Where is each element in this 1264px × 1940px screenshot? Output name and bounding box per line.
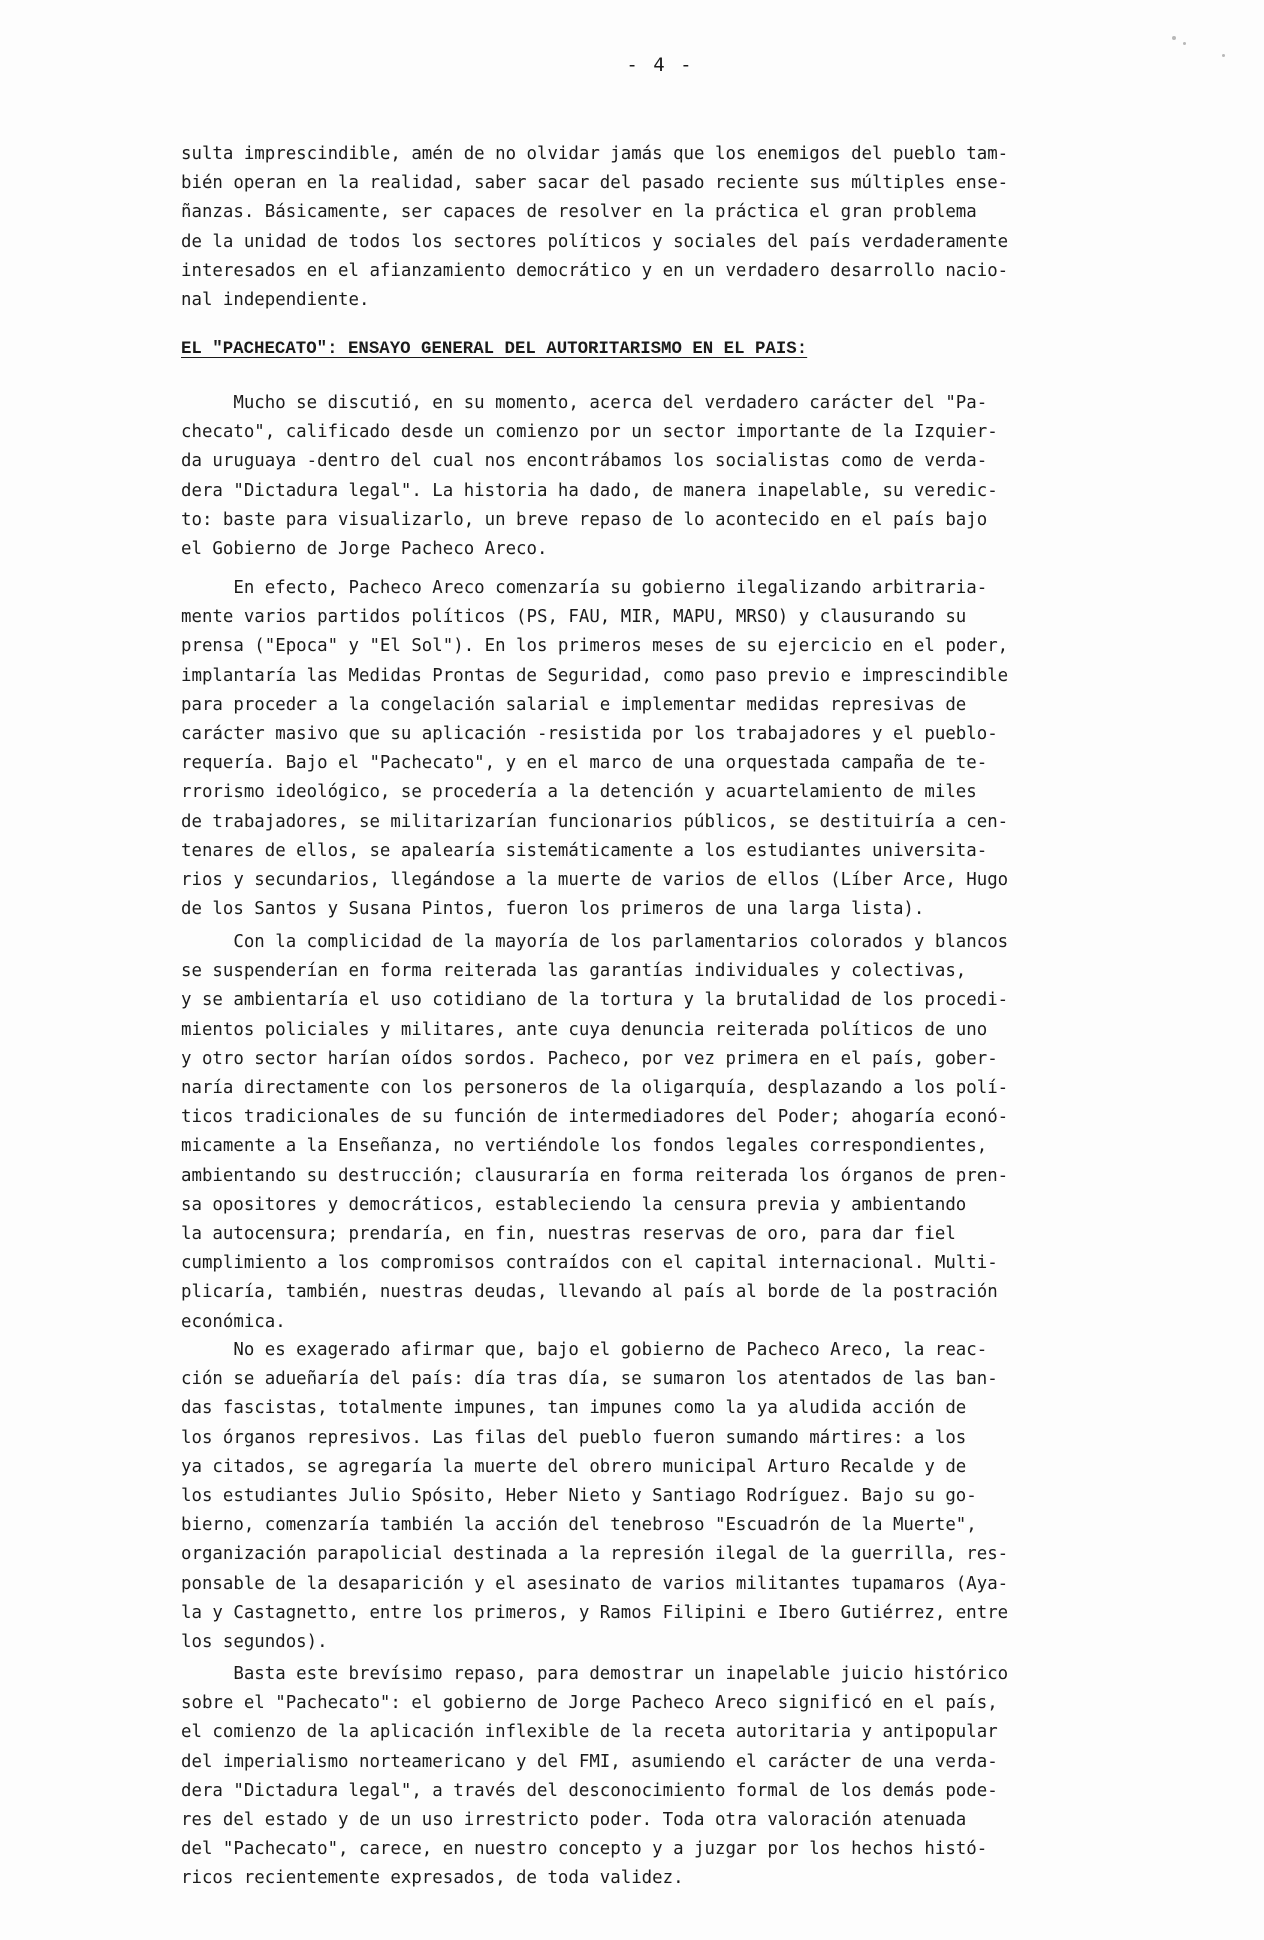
paragraph-line: bierno, comenzaría también la acción del tenebroso "Escuadrón de la Muerte", xyxy=(181,1515,977,1536)
paragraph-line: to: baste para visualizarlo, un breve repaso de lo acontecido en el país bajo xyxy=(181,509,988,530)
scan-speck xyxy=(1183,42,1186,45)
scan-speck xyxy=(1172,36,1176,40)
paragraph-line: del "Pachecato", carece, en nuestro concepto y a juzgar por los hechos histó- xyxy=(181,1839,988,1860)
paragraph-line: En efecto, Pacheco Areco comenzaría su gobierno ilegalizando arbitraria- xyxy=(181,578,988,598)
paragraph-line: naría directamente con los personeros de la oligarquía, desplazando a los polí- xyxy=(181,1078,1009,1099)
paragraph-line: micamente a la Enseñanza, no vertiéndole los fondos legales correspondientes, xyxy=(181,1136,988,1157)
paragraph-line: el comienzo de la aplicación inflexible de la receta autoritaria y antipopular xyxy=(181,1722,998,1743)
paragraph-line: y se ambientaría el uso cotidiano de la tortura y la brutalidad de los procedi- xyxy=(181,990,1009,1011)
paragraph-line: nal independiente. xyxy=(181,290,370,311)
paragraph-line: Con la complicidad de la mayoría de los parlamentarios colorados y blancos xyxy=(181,932,1009,952)
paragraph-line: y otro sector harían oídos sordos. Pacheco, por vez primera en el país, gober- xyxy=(181,1048,998,1069)
paragraph-line: ambientando su destrucción; clausuraría en forma reiterada los órganos de pren- xyxy=(181,1165,1009,1186)
paragraph-line: Basta este brevísimo repaso, para demostrar un inapelable juicio histórico xyxy=(181,1664,1009,1684)
paragraph-line: da uruguaya -dentro del cual nos encontrábamos los socialistas como de verda- xyxy=(181,451,988,472)
paragraph-line: de trabajadores, se militarizarían funcionarios públicos, se destituiría a cen- xyxy=(181,811,1009,832)
paragraph-line: organización parapolicial destinada a la represión ilegal de la guerrilla, res- xyxy=(181,1544,1009,1565)
paragraph-line: los órganos represivos. Las filas del pueblo fueron sumando mártires: a los xyxy=(181,1427,967,1448)
paragraph-line: prensa ("Epoca" y "El Sol"). En los primeros meses de su ejercicio en el poder, xyxy=(181,636,1009,657)
paragraph-line: sa opositores y democráticos, estableciendo la censura previa y ambientando xyxy=(181,1194,967,1215)
paragraph-line: cumplimiento a los compromisos contraídos con el capital internacional. Multi- xyxy=(181,1253,998,1274)
paragraph-line: dera "Dictadura legal", a través del desconocimiento formal de los demás pode- xyxy=(181,1780,998,1801)
paragraph-line: tenares de ellos, se apalearía sistemáticamente a los estudiantes universita- xyxy=(181,840,988,861)
paragraph-2 xyxy=(181,574,1116,924)
paragraph-line: la autocensura; prendaría, en fin, nuestras reservas de oro, para dar fiel xyxy=(181,1224,956,1245)
paragraph-line: ticos tradicionales de su función de intermediadores del Poder; ahogaría econó- xyxy=(181,1107,1009,1128)
paragraph-1 xyxy=(181,389,1116,564)
scan-speck xyxy=(1222,54,1225,57)
paragraph-line: implantaría las Medidas Prontas de Seguridad, como paso previo e imprescindible xyxy=(181,665,1009,686)
paragraph-line: plicaría, también, nuestras deudas, llevando al país al borde de la postración xyxy=(181,1282,998,1303)
paragraph-line: la y Castagnetto, entre los primeros, y Ramos Filipini e Ibero Gutiérrez, entre xyxy=(181,1602,1009,1623)
paragraph-line: res del estado y de un uso irrestricto poder. Toda otra valoración atenuada xyxy=(181,1810,967,1831)
paragraph-line: se suspenderían en forma reiterada las garantías individuales y colectivas, xyxy=(181,961,967,982)
paragraph-line: ponsable de la desaparición y el asesinato de varios militantes tupamaros (Aya- xyxy=(181,1573,1009,1594)
paragraph-line: requería. Bajo el "Pachecato", y en el marco de una orquestada campaña de te- xyxy=(181,753,988,774)
paragraph-line: los segundos). xyxy=(181,1632,328,1653)
paragraph-line: del imperialismo norteamericano y del FMI, asumiendo el carácter de una verda- xyxy=(181,1751,998,1772)
paragraph-line: ricos recientemente expresados, de toda validez. xyxy=(181,1868,684,1889)
paragraph-3 xyxy=(181,928,1116,1337)
paragraph-line: rrorismo ideológico, se procedería a la detención y acuartelamiento de miles xyxy=(181,782,977,803)
paragraph-line: ya citados, se agregaría la muerte del obrero municipal Arturo Recalde y de xyxy=(181,1456,967,1477)
paragraph-line: los estudiantes Julio Spósito, Heber Nieto y Santiago Rodríguez. Bajo su go- xyxy=(181,1486,977,1507)
paragraph-line: sobre el "Pachecato": el gobierno de Jorge Pacheco Areco significó en el país, xyxy=(181,1693,998,1714)
paragraph-line: económica. xyxy=(181,1311,286,1332)
paragraph-line: checato", calificado desde un comienzo por un sector importante de la Izquier- xyxy=(181,422,998,443)
paragraph-5 xyxy=(181,1660,1116,1894)
paragraph-line: sulta imprescindible, amén de no olvidar jamás que los enemigos del pueblo tam- xyxy=(181,144,1009,164)
section-heading: EL "PACHECATO": ENSAYO GENERAL DEL AUTORITARISMO EN EL PAIS: xyxy=(181,340,808,359)
paragraph-line: Mucho se discutió, en su momento, acerca del verdadero carácter del "Pa- xyxy=(181,393,988,413)
paragraph-line: carácter masivo que su aplicación -resistida por los trabajadores y el pueblo- xyxy=(181,724,998,745)
paragraph-line: para proceder a la congelación salarial e implementar medidas represivas de xyxy=(181,694,967,715)
paragraph-line: das fascistas, totalmente impunes, tan impunes como la ya aludida acción de xyxy=(181,1398,967,1419)
paragraph-line: interesados en el afianzamiento democrático y en un verdadero desarrollo nacio- xyxy=(181,260,1009,281)
paragraph-line: ñanzas. Básicamente, ser capaces de resolver en la práctica el gran problema xyxy=(181,202,977,223)
paragraph-line: No es exagerado afirmar que, bajo el gobierno de Pacheco Areco, la reac- xyxy=(181,1340,988,1360)
paragraph-line: mente varios partidos políticos (PS, FAU, MIR, MAPU, MRSO) y clausurando su xyxy=(181,607,967,628)
paragraph-line: bién operan en la realidad, saber sacar del pasado reciente sus múltiples ense- xyxy=(181,173,1009,194)
paragraph-line: de la unidad de todos los sectores políticos y sociales del país verdaderamente xyxy=(181,231,1009,252)
paragraph-line: dera "Dictadura legal". La historia ha dado, de manera inapelable, su veredic- xyxy=(181,480,998,501)
paragraph-line: mientos policiales y militares, ante cuya denuncia reiterada políticos de uno xyxy=(181,1019,988,1040)
paragraph-line: ción se adueñaría del país: día tras día, se sumaron los atentados de las ban- xyxy=(181,1369,998,1390)
paragraph-4 xyxy=(181,1336,1116,1657)
page-number: - 4 - xyxy=(626,54,694,76)
paragraph-line: rios y secundarios, llegándose a la muerte de varios de ellos (Líber Arce, Hugo xyxy=(181,870,1009,891)
paragraph-line: de los Santos y Susana Pintos, fueron los primeros de una larga lista). xyxy=(181,899,925,920)
intro-paragraph xyxy=(181,140,1116,315)
paragraph-line: el Gobierno de Jorge Pacheco Areco. xyxy=(181,539,548,560)
